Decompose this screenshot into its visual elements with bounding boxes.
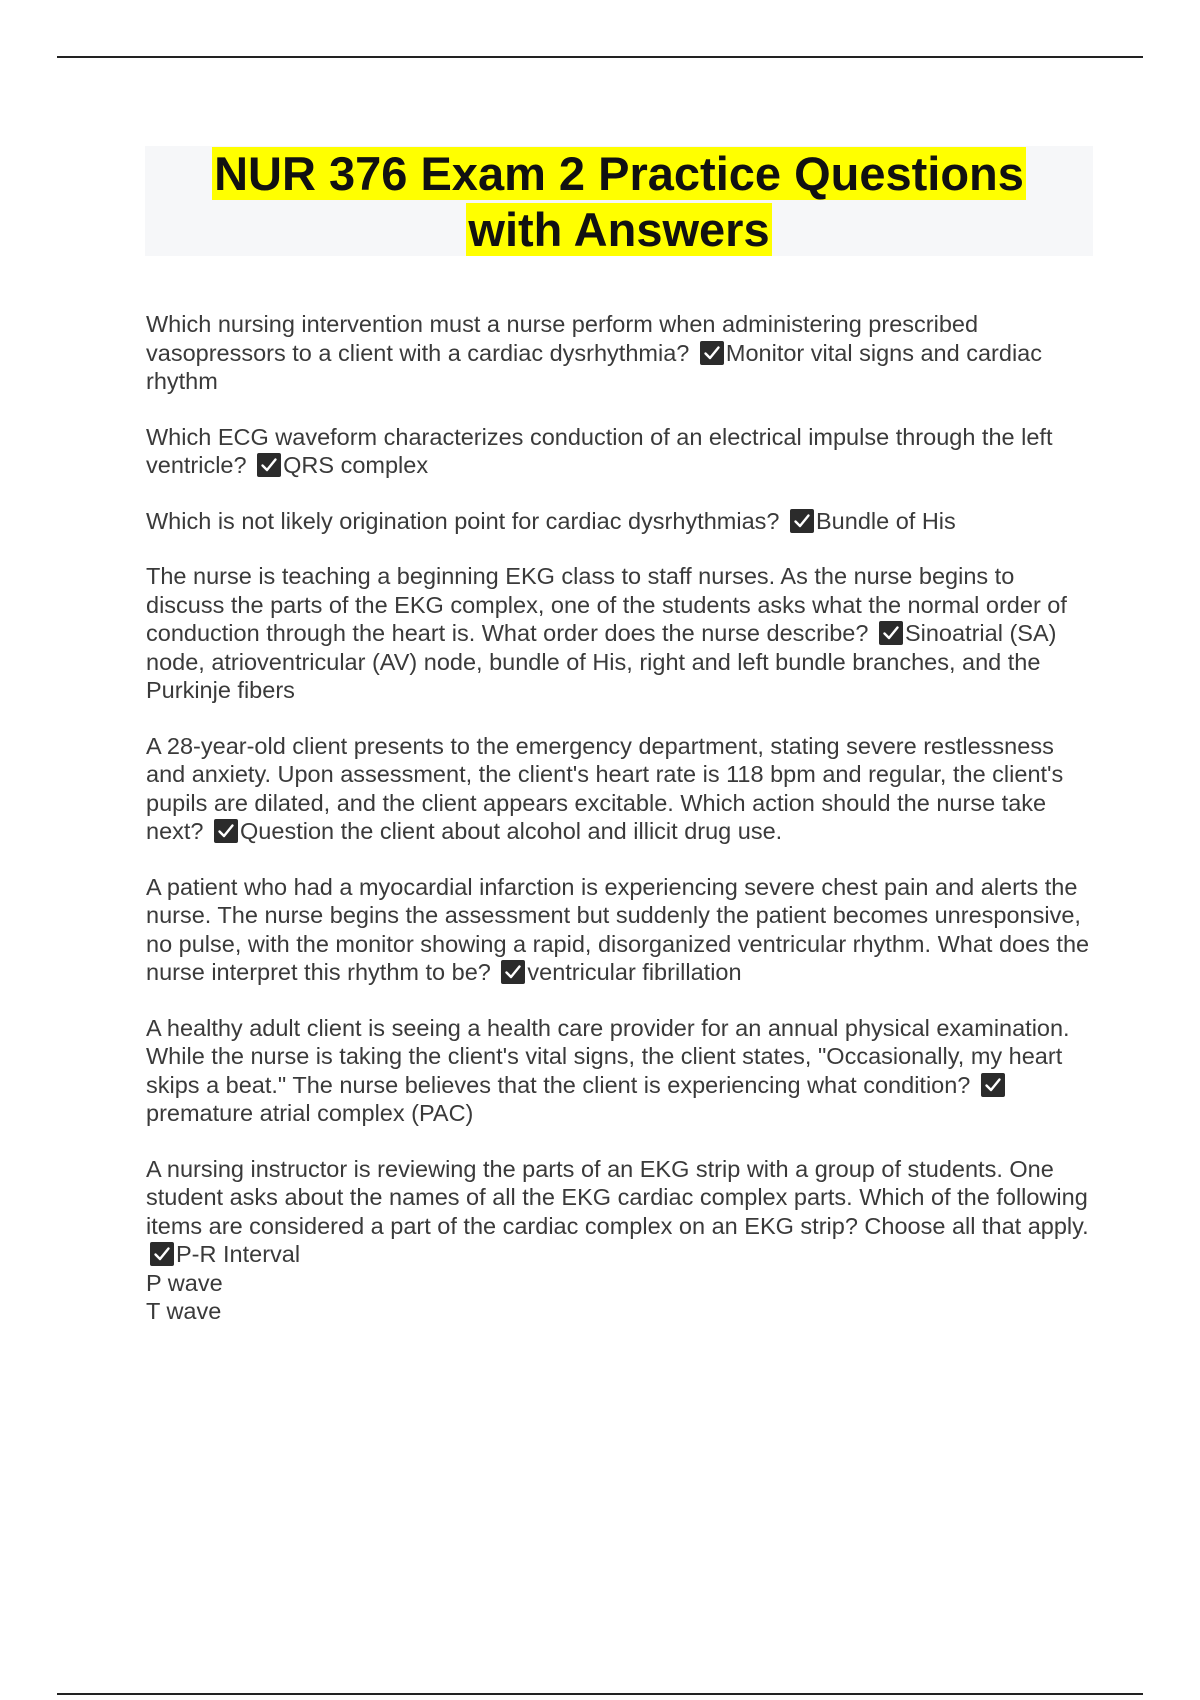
check-mark-icon [981, 1073, 1005, 1097]
qa-item-7 [146, 1014, 1096, 1128]
qa-item-1 [146, 310, 1096, 396]
check-mark-icon [150, 1242, 174, 1266]
check-mark-icon [790, 509, 814, 533]
answer-text: premature atrial complex (PAC) [146, 1100, 474, 1126]
answer-text: Sinoatrial (SA) node, atrioventricular (AV) node, bundle of His, right and left bundle branches, and the Purkinje fibers [146, 620, 1057, 703]
document-title [145, 146, 1093, 258]
answer-text: P-R Interval [176, 1241, 301, 1267]
qa-item-2 [146, 423, 1096, 480]
title-banner [145, 146, 1093, 256]
question-text: Which ECG waveform characterizes conduction of an electrical impulse through the left ventricle? [146, 423, 1053, 478]
question-text: A healthy adult client is seeing a health care provider for an annual physical examination. While the nurse is taking the client's vital signs, the client states, "Occasionally, my heart skips a beat." The nurse believes that the client is experiencing what condition? [146, 1014, 1070, 1098]
qa-list [146, 310, 1096, 1353]
question-text: A 28-year-old client presents to the emergency department, stating severe restlessness and anxiety. Upon assessment, the client's heart rate is 118 bpm and regular, the client's pupils are dilated, and the client appears excitable. Which action should the nurse take next? [146, 732, 1064, 844]
answer-text: Bundle of His [816, 507, 956, 534]
question-text: Which is not likely origination point for cardiac dysrhythmias? [146, 507, 780, 534]
check-mark-icon [879, 621, 903, 645]
footer-rule [57, 1693, 1143, 1695]
question-text: The nurse is teaching a beginning EKG class to staff nurses. As the nurse begins to discuss the parts of the EKG complex, one of the students asks what the normal order of conduction through the heart is. What order does the nurse describe? [146, 563, 1067, 646]
qa-item-4 [146, 562, 1096, 705]
check-mark-icon [501, 960, 525, 984]
header-rule [57, 56, 1143, 58]
answer-text: Question the client about alcohol and illicit drug use. [240, 818, 783, 844]
question-text: A nursing instructor is reviewing the parts of an EKG strip with a group of students. One student asks about the names of all the EKG cardiac complex parts. Which of the following items are considered a part of the cardiac complex on an EKG strip? Choose all that apply. [146, 1155, 1089, 1239]
answer-extra-line: P wave [146, 1269, 223, 1296]
question-text: Which nursing intervention must a nurse perform when administering prescribed vasopressors to a client with a cardiac dysrhythmia? [146, 311, 979, 366]
question-text: A patient who had a myocardial infarction is experiencing severe chest pain and alerts the nurse. The nurse begins the assessment but suddenly the patient becomes unresponsive, no pulse, with the monitor showing a rapid, disorganized ventricular rhythm. What does the nurse interpret this rhythm to be? [146, 873, 1090, 985]
qa-item-6 [146, 873, 1096, 987]
check-mark-icon [214, 819, 238, 843]
qa-item-5 [146, 732, 1096, 846]
answer-text: ventricular fibrillation [527, 959, 742, 985]
qa-item-8 [146, 1155, 1096, 1326]
answer-text: QRS complex [283, 452, 429, 478]
answer-text: Monitor vital signs and cardiac rhythm [146, 339, 1042, 394]
check-mark-icon [700, 341, 724, 365]
title-line-1: NUR 376 Exam 2 Practice Questions [214, 147, 1024, 200]
qa-item-3 [146, 507, 1096, 536]
answer-extra-line: T wave [146, 1298, 222, 1324]
check-mark-icon [257, 453, 281, 477]
title-line-2: with Answers [468, 203, 770, 256]
